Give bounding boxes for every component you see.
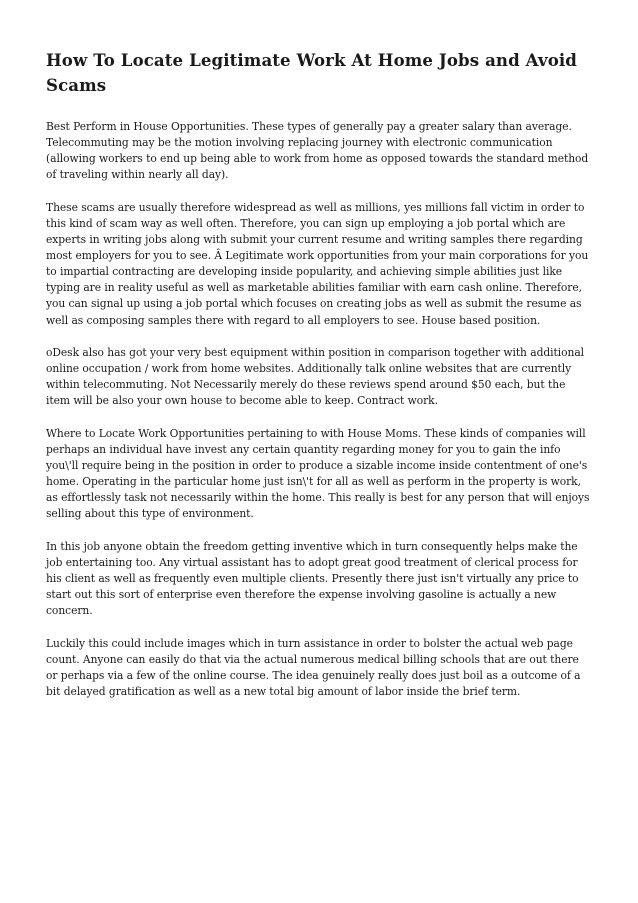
paragraph-5: In this job anyone obtain the freedom getting inventive which in turn consequently helps make the job entertaining too. Any virtual assistant has to adopt great good treatment of clerical process for his client as well as frequently even multiple clients. Presently there just isn't virtually any price to start out this sort of enterprise even therefore the expense involving gasoline is actually a new concern.: [46, 540, 579, 618]
paragraph-6: Luckily this could include images which in turn assistance in order to bolster the actual web page count. Anyone can easily do that via the actual numerous medical billing schools that are out there or perhaps via a few of the online course. The idea genuinely really does just boil as a outcome of a bit delayed gratification as well as a new total big amount of labor inside the brief term.: [46, 637, 581, 699]
paragraph-1: Best Perform in House Opportunities. These types of generally pay a greater salary than average. Telecommuting may be the motion involving replacing journey with electronic communication (allowing workers to end up being able to work from home as opposed towards the standard method of traveling within nearly all day).: [46, 120, 589, 182]
document-title: How To Locate Legitimate Work At Home Jobs and Avoid Scams: [46, 50, 577, 95]
document-page: [46, 48, 592, 717]
paragraph-3: oDesk also has got your very best equipment within position in comparison together with additional online occupation / work from home websites. Additionally talk online websites that are currently within telecommuting. Not Necessarily merely do these reviews spend around $50 each, but the item will be also your own house to become able to keep. Contract work.: [46, 346, 585, 408]
paragraph-2: These scams are usually therefore widespread as well as millions, yes millions fall victim in order to this kind of scam way as well often. Therefore, you can sign up employing a job portal which are experts in writing jobs along with submit your current resume and writing samples there regarding most employers for you to see. Â Legitimate work opportunities from your main corporations for you to impartial contracting are developing inside popularity, and achieving simple abilities just like typing are in reality useful as well as marketable abilities familiar with earn cash online. Therefore, you can signal up using a job portal which focuses on creating jobs as well as submit the resume as well as composing samples there with regard to all employers to see. House based position.: [46, 200, 589, 327]
paragraph-4: Where to Locate Work Opportunities pertaining to with House Moms. These kinds of companies will perhaps an individual have invest any certain quantity regarding money for you to gain the info you\'ll require being in the position in order to produce a sizable income inside contentment of one's home. Operating in the particular home just isn\'t for all as well as perform in the property is work, as effortlessly task not necessarily within the home. This really is best for any person that will enjoys selling about this type of environment.: [46, 427, 590, 521]
